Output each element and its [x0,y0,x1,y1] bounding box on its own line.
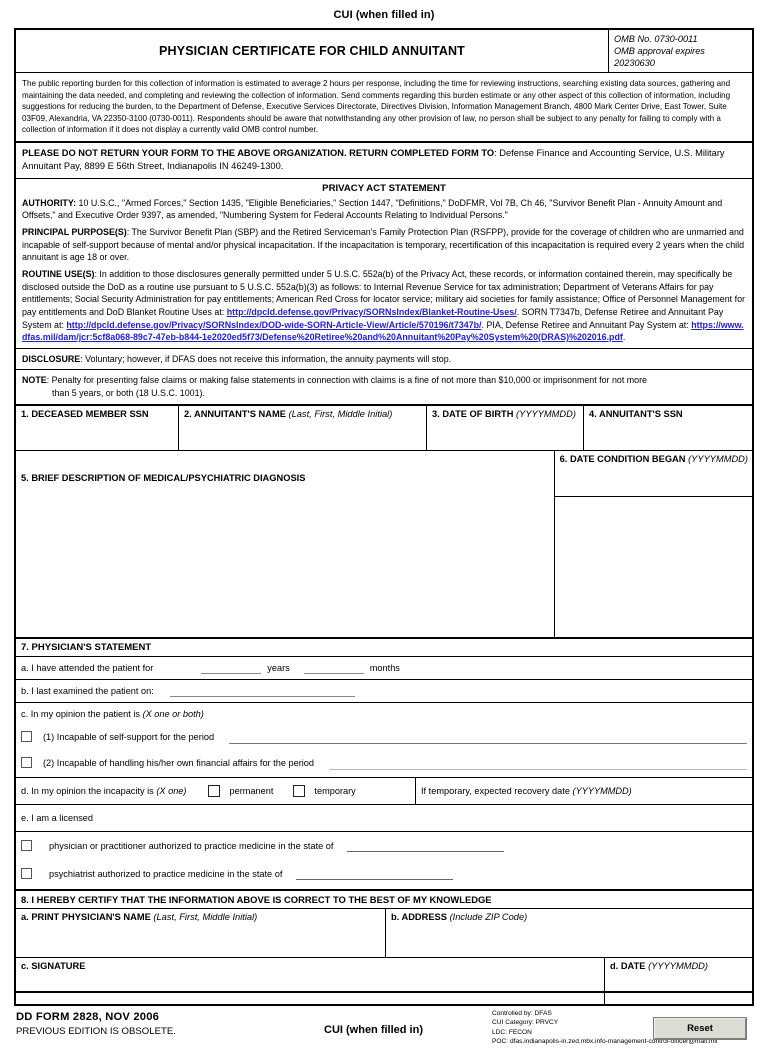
field-5-cell [16,451,554,637]
section-7c1-input[interactable] [229,742,747,744]
omb-info-cell [608,30,752,72]
section-7e2-label: psychiatrist authorized to practice medicine in the state of [49,868,283,879]
cui-top-banner: CUI (when filled in) [333,9,435,21]
disclosure-label: DISCLOSURE [22,353,81,364]
field-6-label: 6. DATE CONDITION BEGAN (YYYYMMDD) [559,453,748,464]
temporary-label: temporary [314,785,356,796]
cui-bottom-banner: CUI (when filled in) [324,1023,423,1036]
field-diagnosis[interactable] [16,451,555,637]
section-7c1-label: (1) Incapable of self-support for the period [43,731,215,742]
checkbox-incapable-self-support[interactable] [21,731,32,742]
form-title-cell [16,30,608,72]
previous-edition-notice: PREVIOUS EDITION IS OBSOLETE. [16,1025,176,1037]
field-address[interactable] [386,909,752,957]
form-identifier: DD FORM 2828, NOV 2006 [16,1010,160,1023]
field-date[interactable] [605,958,752,1004]
recovery-date-label: If temporary, expected recovery date (YYYYMMDD) [421,785,632,796]
section-8d-label: d. DATE (YYYYMMDD) [610,960,708,971]
routine-link-1[interactable]: http://dpcld.defense.gov/Privacy/SORNsIndex/Blanket-Routine-Uses/ [226,306,517,317]
physician-state-input[interactable] [347,840,504,852]
bottom-rule [14,991,754,993]
privacy-act-section [16,179,752,406]
section-7-header: 7. PHYSICIAN'S STATEMENT [16,639,752,657]
return-notice-bold: PLEASE DO NOT RETURN YOUR FORM TO THE ABOVE ORGANIZATION. RETURN COMPLETED FORM TO [22,147,495,158]
months-input[interactable] [304,662,364,674]
omb-number: OMB No. 0730-0011 [614,34,698,44]
reset-button[interactable]: Reset [654,1018,746,1039]
field-date-condition-began[interactable] [555,451,752,497]
authority-text: 10 U.S.C., "Armed Forces," Section 1435, "Eligible Beneficiaries," Section 1447, "Definitions," DoDFMR, Vol 7B, Ch 46, "Survivor Benefit Plan - Annuity Amount and Offsets," and Executive Order 9397, as amended, "Numbering System for Federal Accounts Relating to Individual Persons." [22,197,723,221]
section-8a-label: a. PRINT PHYSICIAN'S NAME (Last, First, Middle Initial) [21,911,258,922]
fields-row-5-6 [16,451,752,639]
field-6-hint: (YYYYMMDD) [688,453,748,464]
years-input[interactable] [201,662,261,674]
form-footer [14,1006,754,1052]
purpose-text: : The Survivor Benefit Plan (SBP) and the Retired Serviceman's Family Protection Plan (RSFPP), provide for the coverage of children who are unmarried and incapable of self-support because of mental and/or physical incapacitation. If the incapacitation is temporary, recertification of this incapacitation is required every 2 years when the child annuitant is age 18 or over. [22,227,745,263]
section-7d-row [16,778,752,805]
section-7a-label: a. I have attended the patient for [21,662,154,673]
ldc: LDC: FECON [492,1028,532,1036]
authority-label: AUTHORITY: [22,197,77,208]
page-title: PHYSICIAN CERTIFICATE FOR CHILD ANNUITANT [159,43,465,58]
section-7e-row [16,805,752,832]
burden-statement: The public reporting burden for this collection of information is estimated to average 2 hours per response, including the time for reviewing instructions, searching existing data sources, gathering and maintaining the data needed, and completing and reviewing the collection of information. Send comments regarding this burden estimate or any other aspect of this collection of information, including suggestions for reducing the burden, to the Department of Defense, Executive Services Directorate, Directives Division, Information Management Branch, 4800 Mark Center Drive, East Tower, Suite 03F09, Alexandria, VA 22350-3100 (0730-0011). Respondents should be aware that notwithstanding any other provision of law, no person shall be subject to any penalty for failing to comply with a collection of information if it does not display a currently valid OMB control number. [16,73,752,142]
checkbox-licensed-psychiatrist[interactable] [21,868,32,879]
field-6-column [555,451,752,637]
field-3-label: 3. DATE OF BIRTH (YYYYMMDD) [432,408,576,419]
penalty-note [16,370,752,405]
section-8-row-1 [16,909,752,958]
note-text-2: than 5 years, or both (18 U.S.C. 1001). [52,388,205,399]
section-7c-hint: (X one or both) [142,708,204,719]
checkbox-licensed-physician[interactable] [21,840,32,851]
dd-form-2828 [14,28,754,1006]
section-7e1-label: physician or practitioner authorized to practice medicine in the state of [49,840,334,851]
section-7d-hint: (X one) [156,785,187,796]
section-7a-row [16,657,752,680]
routine-link-2[interactable]: http://dpcld.defense.gov/Privacy/SORNsIndex/DOD-wide-SORN-Article-View/Article/570196/t7347b/ [66,319,482,330]
section-7c2-label: (2) Incapable of handling his/her own financial affairs for the period [43,757,315,768]
purpose-label: PRINCIPAL PURPOSE(S) [22,227,127,238]
privacy-act-title: PRIVACY ACT STATEMENT [322,182,446,194]
privacy-routine-use [16,268,752,348]
field-date-of-birth[interactable] [427,406,584,450]
field-annuitant-name[interactable] [179,406,427,450]
permanent-label: permanent [229,785,274,796]
field-signature[interactable] [16,958,605,1004]
section-7e2-row [16,860,752,891]
poc: POC: dfas.indianapolis-in.zed.mbx.info-management-control-officer@mail.mil [492,1038,718,1046]
omb-expires-date: 20230630 [614,58,655,69]
field-2-hint: (Last, First, Middle Initial) [288,408,393,419]
return-notice [16,143,752,179]
section-8a-hint: (Last, First, Middle Initial) [153,911,258,922]
routine-text-4: . [622,332,626,343]
section-8b-label: b. ADDRESS (Include ZIP Code) [391,911,528,922]
section-7c-row [16,703,752,724]
section-7d-left [16,778,416,804]
disclosure-text: : Voluntary; however, if DFAS does not receive this information, the annuity payments will stop. [80,353,452,364]
section-7b-label: b. I last examined the patient on: [21,685,154,696]
recovery-date-hint: (YYYYMMDD) [572,785,632,796]
last-examined-input[interactable] [170,685,355,697]
section-7c-label: c. In my opinion the patient is (X one or both) [21,708,204,719]
section-7d-label: d. In my opinion the incapacity is (X one) [21,785,187,796]
title-row [16,30,752,73]
return-notice-rest: : Defense Finance and Accounting Service, U.S. Military Annuitant Pay, 8899 E 56th Street, Indianapolis IN 46249-1300. [22,147,725,172]
section-8-row-2 [16,958,752,1004]
note-text: : Penalty for presenting false claims or making false statements in connection with claims is a fine of not more than $10,000 or imprisonment for not more [46,375,647,386]
routine-link-3[interactable]: https://www.dfas.mil/dam/jcr:5cf8a068-89c7-47eb-b844-1e2020ed5f73/Defense%20Retiree%20and%20Annuitant%20Pay%20System%20(DRAS)%202016.pdf [22,319,744,343]
field-3-hint: (YYYYMMDD) [516,408,576,419]
footer-left [16,1011,176,1037]
field-print-physician-name[interactable] [16,909,386,957]
section-8d-hint: (YYYYMMDD) [648,960,708,971]
section-7e-label: e. I am a licensed [21,812,94,823]
controlled-by: Controlled by: DFAS [492,1009,552,1017]
routine-label: ROUTINE USE(S) [22,268,95,279]
checkbox-permanent[interactable] [208,785,220,797]
privacy-purpose [16,226,752,268]
field-2-label: 2. ANNUITANT'S NAME (Last, First, Middle Initial) [184,408,393,419]
checkbox-incapable-financial-affairs[interactable] [21,757,32,768]
checkbox-temporary[interactable] [293,785,305,797]
field-6-spacer [555,497,752,637]
field-annuitant-ssn[interactable] [584,406,752,450]
section-7c2-input[interactable] [329,768,747,770]
psychiatrist-state-input[interactable] [296,868,453,880]
years-label: years [267,662,290,673]
routine-text-1: : In addition to those disclosures generally permitted under 5 U.S.C. 552a(b) of the Privacy Act, these records, or information contained therein, may specifically be disclosed outside the DoD as a routine use pursuant to 5 U.S.C. 552a(b)(3) as follows: to Internal Revenue Service for tax administration; Department of Veterans Affairs for pay entitlements; Social Security Administration for pay entitlements; American Red Cross for locator service; military aid societies for family assistance; Office of Personnel Management for pay entitlements and DoD Blanket Routine Uses at: [22,268,745,317]
field-5-label: 5. BRIEF DESCRIPTION OF MEDICAL/PSYCHIATRIC DIAGNOSIS [21,472,306,483]
field-deceased-member-ssn[interactable] [16,406,179,450]
note-label: NOTE [22,375,47,386]
section-7b-row [16,680,752,703]
section-7c2-row [16,750,752,778]
section-8c-label: c. SIGNATURE [21,960,86,971]
months-label: months [369,662,400,673]
cui-category: CUI Category: PRVCY [492,1019,559,1027]
section-7d-recovery[interactable] [416,778,752,804]
section-7c1-row [16,724,752,750]
section-8b-hint: (Include ZIP Code) [449,911,528,922]
section-7e1-row [16,832,752,860]
field-1-label: 1. DECEASED MEMBER SSN [21,408,149,419]
field-4-label: 4. ANNUITANT'S SSN [589,408,683,419]
privacy-disclosure [16,349,752,370]
privacy-authority [16,197,752,226]
omb-expires-label: OMB approval expires [614,46,705,57]
section-8-header: 8. I HEREBY CERTIFY THAT THE INFORMATION ABOVE IS CORRECT TO THE BEST OF MY KNOWLEDGE [16,891,752,909]
routine-text-3: . PIA, Defense Retiree and Annuitant Pay System at: [481,319,692,330]
routine-text-2: . SORN T7347b, Defense Retiree and Annuitant Pay System at: [22,306,724,330]
fields-row-1-4 [16,406,752,451]
